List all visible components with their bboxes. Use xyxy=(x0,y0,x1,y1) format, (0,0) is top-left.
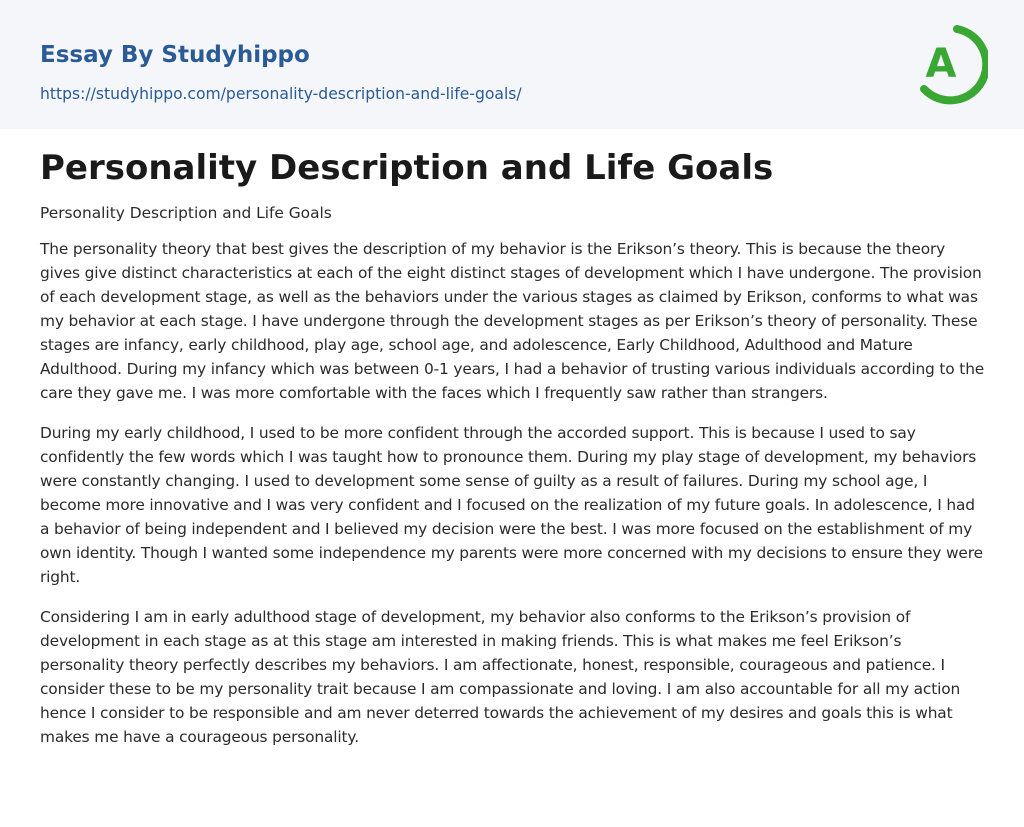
brand-title[interactable]: Essay By Studyhippo xyxy=(40,42,310,68)
page-title: Personality Description and Life Goals xyxy=(40,148,774,188)
logo-letter: A xyxy=(925,41,957,87)
paragraph-1: The personality theory that best gives the description of my behavior is the Erikson’s theory. This is because the theory gives give distinct characteristics at each of the eight distinct stages of development which I have undergone. The provision of each development stage, as well as the behaviors under the various stages as claimed by Erikson, conforms to what was my behavior at each stage. I have undergone through the development stages as per Erikson’s theory of personality. These stages are infancy, early childhood, play age, school age, and adolescence, Early Childhood, Adulthood and Mature Adulthood. During my infancy which was between 0-1 years, I had a behavior of trusting various individuals according to the care they gave me. I was more comfortable with the faces which I frequently saw rather than strangers. xyxy=(40,240,985,402)
article-subtitle: Personality Description and Life Goals xyxy=(40,204,332,222)
source-url-link[interactable]: https://studyhippo.com/personality-description-and-life-goals/ xyxy=(40,85,522,103)
site-header xyxy=(0,0,1024,129)
paragraph-2: During my early childhood, I used to be more confident through the accorded support. This is because I used to say confidently the few words which I was taught how to pronounce them. During my play stage of development, my behaviors were constantly changing. I used to development some sense of guilty as a result of failures. During my school age, I become more innovative and I was very confident and I focused on the realization of my future goals. In adolescence, I had a behavior of being independent and I believed my decision were the best. I was more focused on the establishment of my own identity. Though I wanted some independence my parents were more concerned with my decisions to ensure they were right. xyxy=(40,424,983,586)
studyhippo-logo-icon[interactable] xyxy=(908,18,988,106)
article xyxy=(40,147,986,749)
paragraph-3: Considering I am in early adulthood stage of development, my behavior also conforms to the Erikson’s provision of development in each stage as at this stage am interested in making friends. This is what makes me feel Erikson’s personality theory perfectly describes my behaviors. I am affectionate, honest, responsible, courageous and patience. I consider these to be my personality trait because I am compassionate and loving. I am also accountable for all my action hence I consider to be responsible and am never deterred towards the achievement of my desires and goals this is what makes me have a courageous personality. xyxy=(40,608,961,746)
